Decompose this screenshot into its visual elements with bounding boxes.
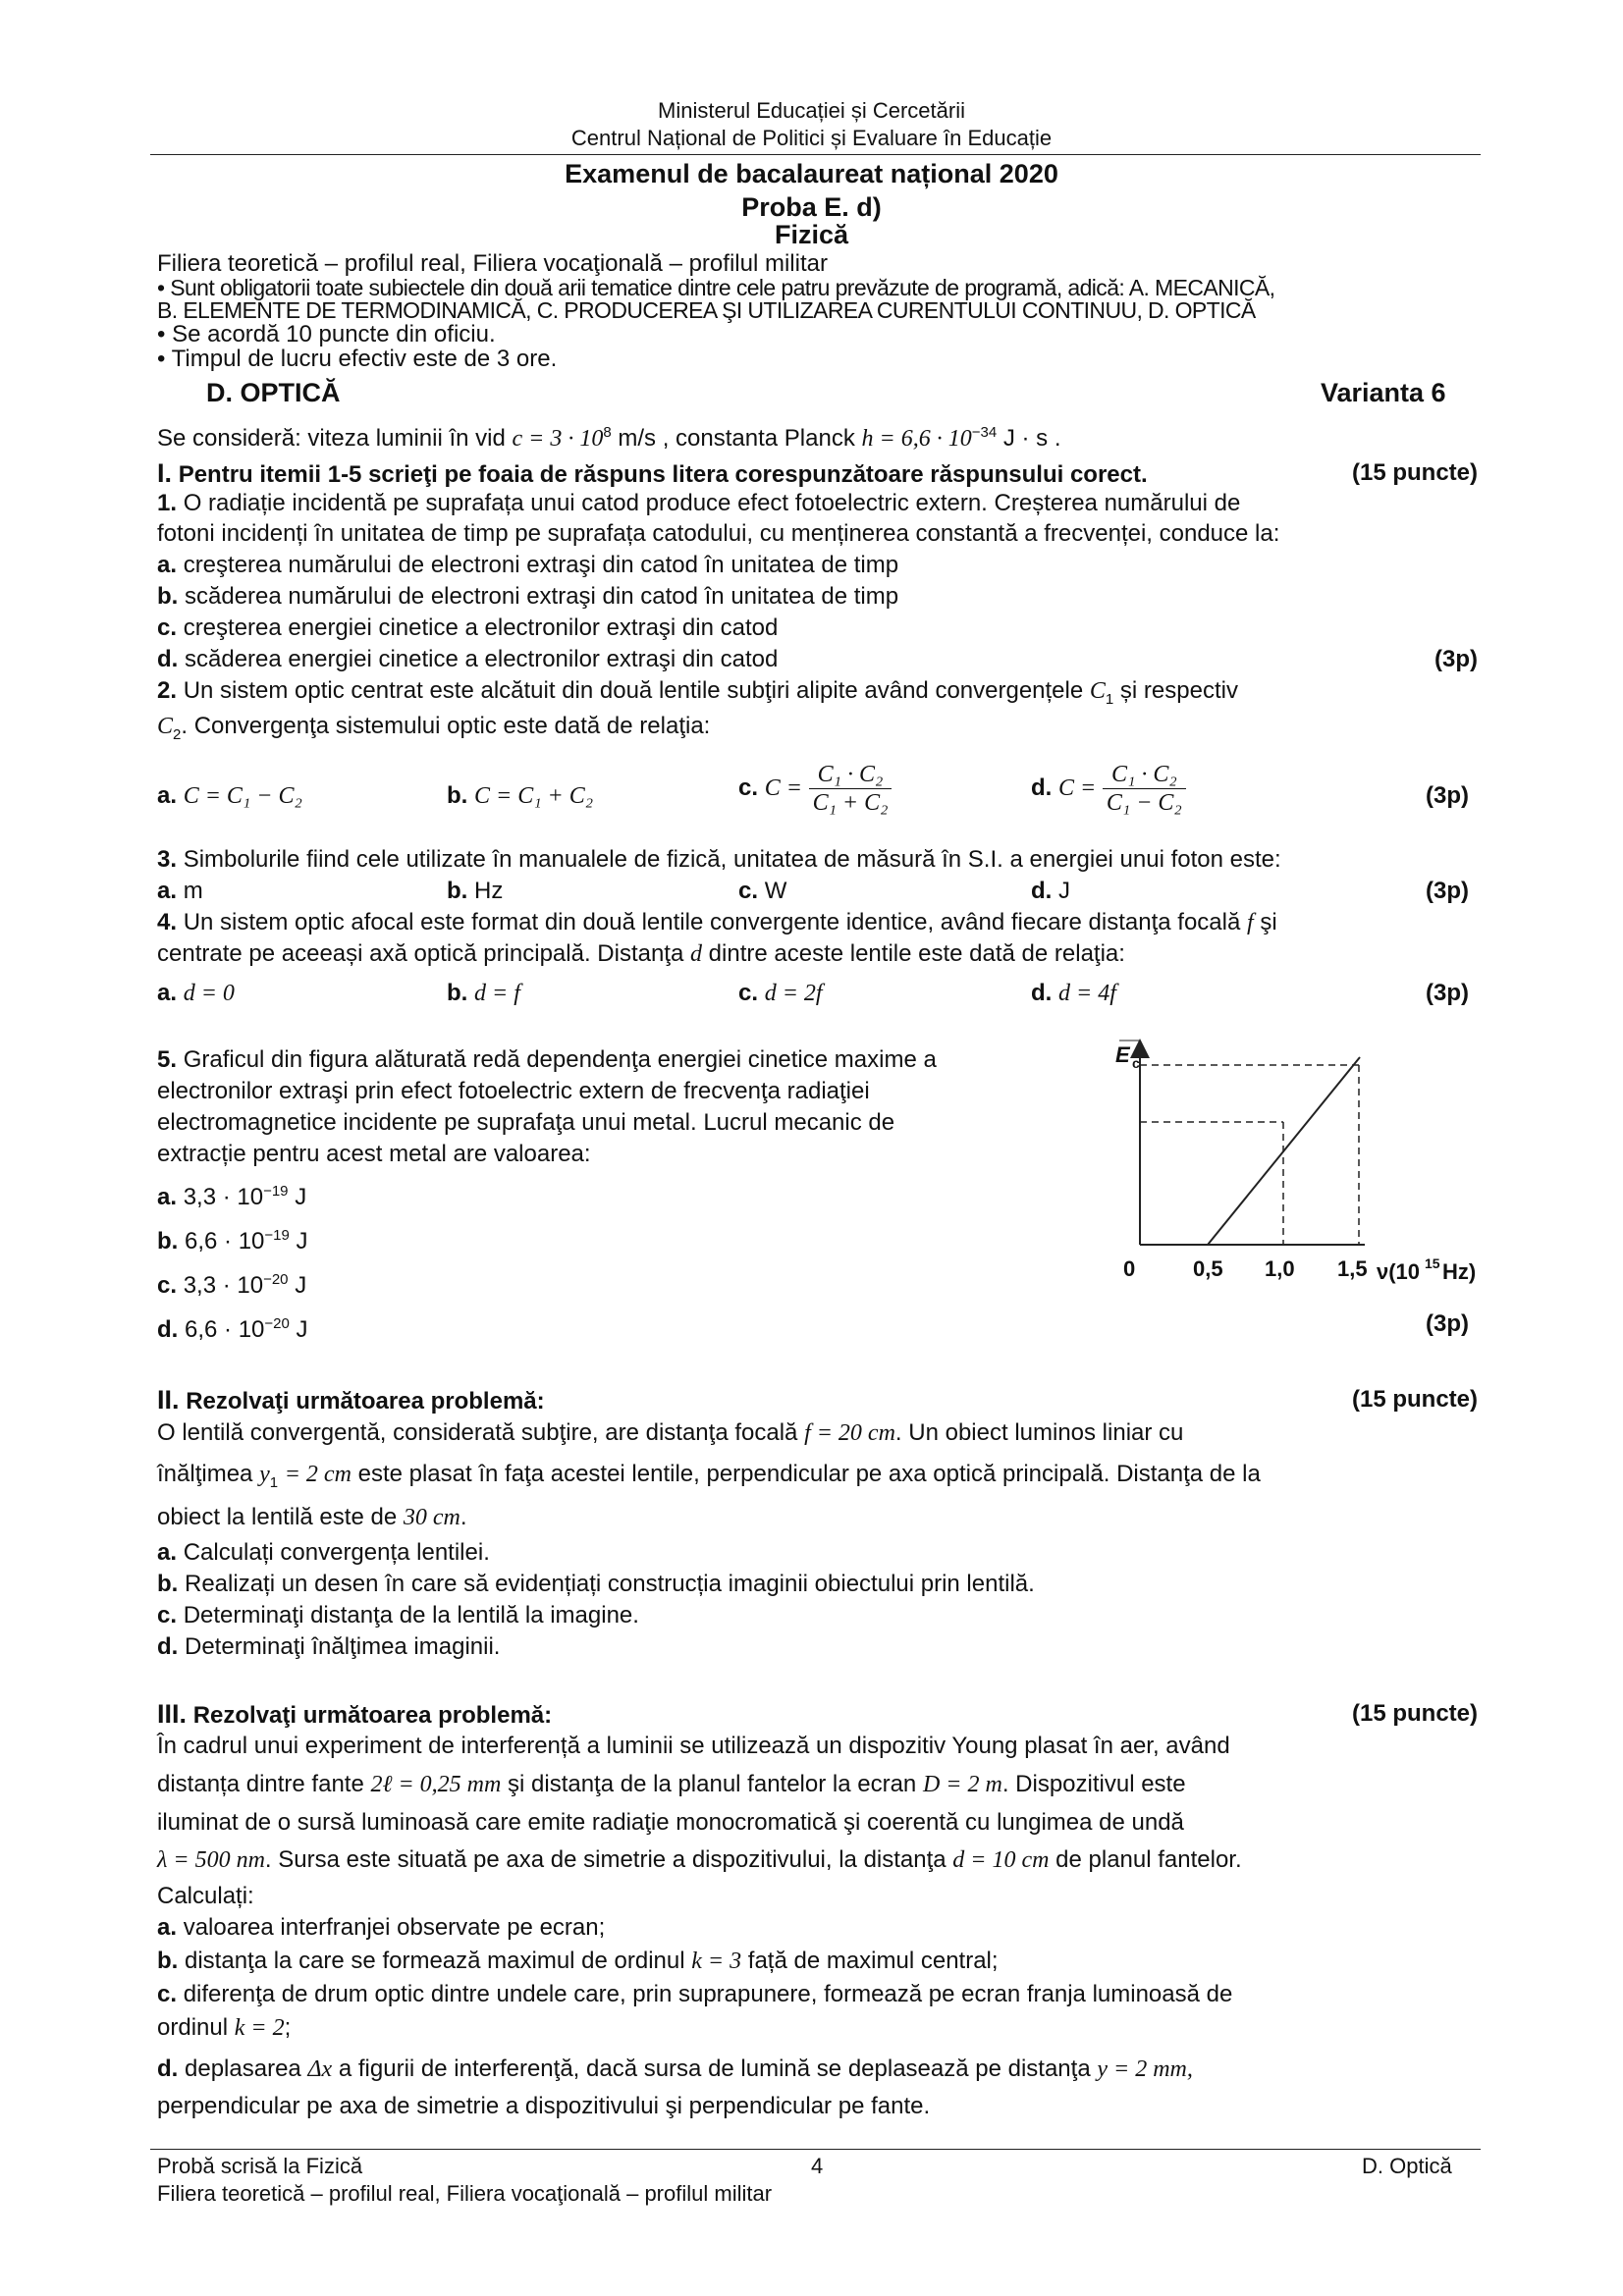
part3-line2: [157, 1771, 1478, 1798]
letter-c: c.: [157, 1272, 178, 1299]
letter-c: c.: [738, 774, 759, 801]
part3-item-d-line1: [157, 2056, 1478, 2083]
q1-option-a: [157, 552, 1478, 579]
part3-item-b: [157, 1948, 1478, 1975]
part2-heading: [157, 1386, 1478, 1415]
q2-num: 2.: [157, 677, 178, 704]
q5-points: (3p): [1426, 1310, 1469, 1337]
q2-option-a: [157, 782, 302, 810]
q2-a-formula: C = C₁ − C₂: [183, 783, 302, 809]
letter-a: a.: [157, 782, 178, 809]
letter-a: a.: [157, 1914, 178, 1941]
part3-wavelength: λ = 500 nm: [157, 1847, 265, 1873]
planck-exp: −34: [971, 424, 998, 441]
variant-label: Varianta 6: [1321, 378, 1446, 407]
q4-text2a: centrate pe aceeași axă optică principală. Distanţa: [157, 940, 684, 967]
part2-item-d: [157, 1633, 1478, 1661]
q5-text1: Graficul din figura alăturată redă dependenţa energiei cinetice maxime a: [183, 1046, 937, 1073]
letter-d: d.: [1031, 774, 1053, 801]
part3-d-text1b: a figurii de interferenţă, dacă sursa de lumină se deplasează pe distanţa: [338, 2056, 1091, 2082]
q2-text2: . Convergenţa sistemului optic este dată de relaţia:: [181, 713, 711, 739]
proba-title: Proba E. d): [741, 192, 882, 222]
q5-c-exp: −20: [263, 1271, 289, 1288]
part1-heading: [157, 459, 1478, 489]
part3-d-dx: Δx: [307, 2056, 333, 2082]
q4-text2b: dintre aceste lentile este dată de relaţia:: [708, 940, 1125, 967]
part3-roman: III.: [157, 1699, 188, 1729]
speed-of-light: c = 3 · 10: [512, 426, 604, 452]
q2-line2: [157, 713, 1478, 749]
q5-line2: electronilor extraşi prin efect fotoelectric extern de frecvenţa radiaţiei: [157, 1078, 870, 1104]
q1-option-c: [157, 614, 1478, 642]
part1-roman: I.: [157, 458, 173, 488]
letter-c: c.: [738, 980, 759, 1006]
part1-points: (15 puncte): [1351, 459, 1478, 486]
q2-and: și respectiv: [1119, 677, 1238, 704]
q3-a: m: [183, 878, 203, 904]
part2-line1: [157, 1419, 1478, 1447]
constants-line: [157, 419, 1478, 453]
q4-text1b: şi: [1260, 909, 1277, 935]
q1-option-b: [157, 583, 1478, 611]
footer-left: Probă scrisă la Fizică: [157, 2154, 363, 2178]
rule-line-3: • Timpul de lucru efectiv este de 3 ore.: [157, 346, 558, 372]
q5-option-c: [157, 1266, 306, 1300]
letter-b: b.: [157, 1948, 179, 1974]
q4-b: d = f: [474, 981, 520, 1006]
q2-points: (3p): [1426, 782, 1469, 809]
part2-text1b: . Un obiect luminos liniar cu: [894, 1419, 1184, 1446]
part3-item-d-line2: perpendicular pe axa de simetrie a dispozitivului şi perpendicular pe fante.: [157, 2093, 931, 2119]
q2-c2-sub: 2: [173, 725, 182, 743]
q1-line1: [157, 490, 1478, 517]
letter-d: d.: [157, 2056, 179, 2082]
footer-page-number: 4: [811, 2154, 824, 2178]
part2-c-text: Determinaţi distanţa de la lentilă la imagine.: [183, 1602, 639, 1629]
q2-c-fraction: [809, 761, 893, 817]
q2-option-c: [738, 761, 892, 817]
part3-d-text1a: deplasarea: [185, 2056, 301, 2082]
letter-c: c.: [157, 1981, 178, 2007]
part3-item-c-line1: [157, 1981, 1478, 2008]
part3-b-text2: față de maximul central;: [747, 1948, 999, 1974]
origin-label: 0: [1123, 1256, 1136, 1281]
tick-1-0: 1,0: [1265, 1256, 1295, 1281]
part3-heading-text: Rezolvaţi următoarea problemă:: [192, 1702, 553, 1729]
q1-a-text: creşterea numărului de electroni extraşi din catod în unitatea de timp: [183, 552, 899, 578]
filiera-line: Filiera teoretică – profilul real, Filiera vocaţională – profilul militar: [157, 250, 828, 277]
q5-option-a: [157, 1178, 306, 1211]
tick-0-5: 0,5: [1193, 1256, 1223, 1281]
q5-num: 5.: [157, 1046, 178, 1073]
center-header: Centrul Național de Politici și Evaluare în Educație: [570, 126, 1053, 150]
letter-b: b.: [447, 878, 468, 904]
letter-d: d.: [1031, 980, 1053, 1006]
letter-a: a.: [157, 552, 178, 578]
q5-c-unit: J: [295, 1272, 307, 1299]
q3-d: J: [1058, 878, 1070, 904]
q3-num: 3.: [157, 846, 178, 873]
part2-y1-value: = 2 cm: [284, 1462, 352, 1487]
q5-b-mantissa: 6,6 · 10: [185, 1228, 265, 1255]
q3-points: (3p): [1426, 878, 1469, 904]
part3-line3: iluminat de o sursă luminoasă care emite radiaţie monocromatică şi coerentă cu lungimea de undă: [157, 1809, 1184, 1836]
q2-c1-sub: 1: [1105, 690, 1114, 708]
q4-points: (3p): [1426, 980, 1469, 1006]
q4-num: 4.: [157, 909, 178, 935]
q5-line4: extracție pentru acest metal are valoarea:: [157, 1141, 591, 1167]
part3-item-a: [157, 1914, 1478, 1942]
q1-text1: O radiație incidentă pe suprafața unui catod produce efect fotoelectric extern. Creșterea numărului de: [183, 490, 1241, 516]
part3-a-text: valoarea interfranjei observate pe ecran;: [183, 1914, 606, 1941]
part2-y1: y: [259, 1462, 270, 1487]
part2-y1-sub: 1: [269, 1473, 279, 1491]
q1-d-text: scăderea energiei cinetice a electronilor extraşi din catod: [185, 646, 779, 672]
letter-a: a.: [157, 1539, 178, 1566]
q4-option-d: [1031, 980, 1116, 1007]
q1-points: (3p): [1434, 646, 1478, 672]
letter-c: c.: [157, 1602, 178, 1629]
q2-c-denominator: C₁ + C₂: [812, 790, 889, 816]
part2-heading-text: Rezolvaţi următoarea problemă:: [186, 1388, 545, 1415]
q4-option-b: [447, 980, 520, 1007]
x-axis-label-end: Hz): [1442, 1259, 1477, 1284]
q4-text1a: Un sistem optic afocal este format din două lentile convergente identice, având fiecare distanţa focală: [183, 909, 1241, 935]
part1-heading-text: Pentru itemii 1-5 scrieţi pe foaia de răspuns litera corespunzătoare răspunsului corect.: [178, 461, 1148, 488]
part2-item-c: [157, 1602, 1478, 1629]
part3-text4b: de planul fantelor.: [1055, 1846, 1242, 1873]
footer-right: D. Optică: [1362, 2154, 1452, 2178]
x-axis-label-exp: 15: [1425, 1255, 1440, 1271]
footer-divider: [150, 2149, 1481, 2150]
y-axis-label-sub: c: [1132, 1055, 1140, 1071]
q4-line1: [157, 909, 1478, 936]
letter-b: b.: [157, 1228, 179, 1255]
tick-1-5: 1,5: [1337, 1256, 1368, 1281]
q4-a: d = 0: [183, 981, 235, 1006]
part2-line3: [157, 1504, 1478, 1531]
part2-text2a: înălţimea: [157, 1461, 253, 1487]
letter-d: d.: [1031, 878, 1053, 904]
q4-option-c: [738, 980, 823, 1007]
part3-text2a: distanța dintre fante: [157, 1771, 364, 1797]
letter-a: a.: [157, 878, 178, 904]
q3-text: Simbolurile fiind cele utilizate în manualele de fizică, unitatea de măsură în S.I. a energiei unui foton este:: [183, 846, 1281, 873]
part3-text2c: . Dispozitivul este: [1001, 1771, 1186, 1797]
q4-c: d = 2f: [764, 981, 823, 1006]
q5-c-mantissa: 3,3 · 10: [183, 1272, 264, 1299]
speed-exp: 8: [603, 424, 612, 441]
letter-a: a.: [157, 980, 178, 1006]
part3-item-c-line2: [157, 2014, 1478, 2042]
q1-b-text: scăderea numărului de electroni extraşi din catod în unitatea de timp: [185, 583, 899, 610]
q2-option-d: [1031, 761, 1186, 817]
q2-line1: [157, 677, 1478, 714]
q4-line2: [157, 940, 1478, 968]
q2-d-numerator: C₁ · C₂: [1103, 761, 1186, 789]
part3-line1: În cadrul unui experiment de interferență a luminii se utilizează un dispozitiv Young plasat în aer, având: [157, 1733, 1230, 1759]
q5-option-b: [157, 1222, 308, 1255]
q2-text1: Un sistem optic centrat este alcătuit din două lentile subţiri alipite având convergențele: [183, 677, 1084, 704]
q4-d-formula: d = 4f: [1058, 981, 1116, 1006]
part2-focal: f = 20 cm: [804, 1420, 895, 1446]
planck-unit: J · s .: [1002, 425, 1061, 452]
part2-points: (15 puncte): [1351, 1386, 1478, 1413]
planck-constant: h = 6,6 · 10: [861, 426, 972, 452]
q1-c-text: creşterea energiei cinetice a electronilor extraşi din catod: [183, 614, 779, 641]
part2-b-text: Realizați un desen în care să evidențiați construcția imaginii obiectului prin lentilă.: [185, 1571, 1035, 1597]
q5-d-unit: J: [296, 1316, 308, 1343]
q5-a-unit: J: [295, 1184, 307, 1210]
letter-b: b.: [157, 583, 179, 610]
part3-heading: [157, 1700, 1478, 1730]
part2-d-text: Determinaţi înălţimea imaginii.: [185, 1633, 501, 1660]
part3-c-text2b: ;: [284, 2014, 292, 2041]
q3-option-c: [738, 878, 786, 905]
part3-points: (15 puncte): [1351, 1700, 1478, 1727]
letter-d: d.: [157, 1633, 179, 1660]
letter-b: b.: [447, 980, 468, 1006]
q5-option-d: [157, 1310, 308, 1344]
q3-line: [157, 846, 1478, 874]
part2-text3a: obiect la lentilă este de: [157, 1504, 398, 1530]
footer-filiera: Filiera teoretică – profilul real, Filiera vocaţională – profilul militar: [157, 2181, 773, 2206]
part3-c-k: k = 2: [234, 2015, 285, 2041]
part2-line2: [157, 1461, 1478, 1497]
letter-d: d.: [157, 646, 179, 672]
q5-line3: electromagnetice incidente pe suprafaţa unui metal. Lucrul mecanic de: [157, 1109, 895, 1136]
q1-line2: fotoni incidenți în unitatea de timp pe suprafața catodului, cu menținerea constantă a frecvenței, conduce la:: [157, 520, 1280, 547]
part2-a-text: Calculați convergența lentilei.: [183, 1539, 490, 1566]
part3-b-k: k = 3: [691, 1949, 742, 1974]
q3-b: Hz: [474, 878, 504, 904]
q2-c1: C: [1089, 678, 1106, 704]
part3-line4: [157, 1846, 1478, 1874]
q4-d: d: [690, 941, 702, 967]
rule-line-1b: B. ELEMENTE DE TERMODINAMICĂ, C. PRODUCEREA ŞI UTILIZAREA CURENTULUI CONTINUU, D. OPTICĂ: [157, 297, 1256, 323]
letter-d: d.: [157, 1316, 179, 1343]
part2-roman: II.: [157, 1385, 180, 1415]
part3-slit-distance: 2ℓ = 0,25 mm: [370, 1772, 502, 1797]
q2-d-fraction: [1103, 761, 1186, 817]
part2-text2b: este plasat în faţa acestei lentile, perpendicular pe axa optică principală. Distanţa de la: [357, 1461, 1261, 1487]
part3-screen-distance: D = 2 m: [922, 1772, 1002, 1797]
part3-calc: Calculați:: [157, 1883, 254, 1909]
q2-d-denominator: C₁ − C₂: [1106, 790, 1182, 816]
q2-option-b: [447, 782, 593, 810]
x-axis-label: ν(10: [1377, 1259, 1421, 1284]
q5-b-unit: J: [296, 1228, 308, 1255]
subject-title: Fizică: [774, 220, 849, 249]
q5-d-exp: −20: [264, 1315, 290, 1332]
q2-c-numerator: C₁ · C₂: [809, 761, 893, 789]
section-title: D. OPTICĂ: [206, 378, 341, 407]
q5-d-mantissa: 6,6 · 10: [185, 1316, 265, 1343]
q1-num: 1.: [157, 490, 178, 516]
q3-option-b: [447, 878, 503, 905]
header-divider: [150, 154, 1481, 155]
part2-item-b: [157, 1571, 1478, 1598]
q5-line1: [157, 1046, 1080, 1074]
q4-option-a: [157, 980, 235, 1007]
q2-d-lhs: C =: [1058, 774, 1097, 801]
q5-b-exp: −19: [264, 1227, 290, 1244]
letter-b: b.: [447, 782, 468, 809]
q2-c2: C: [157, 714, 174, 739]
letter-c: c.: [157, 614, 178, 641]
part3-source-distance: d = 10 cm: [952, 1847, 1050, 1873]
exam-title: Examenul de bacalaureat național 2020: [565, 159, 1058, 188]
letter-c: c.: [738, 878, 759, 904]
part3-text4a: . Sursa este situată pe axa de simetrie a dispozitivului, la distanţa: [264, 1846, 947, 1873]
part3-c-text1: diferenţa de drum optic dintre undele care, prin suprapunere, formează pe ecran franja luminoasă de: [183, 1981, 1233, 2007]
part3-b-text1: distanţa la care se formează maximul de ordinul: [185, 1948, 685, 1974]
q5-a-exp: −19: [263, 1183, 289, 1200]
q3-option-a: [157, 878, 203, 905]
y-axis-label: E: [1115, 1042, 1130, 1067]
part3-d-y: y = 2 mm,: [1097, 2056, 1193, 2082]
q5-a-mantissa: 3,3 · 10: [183, 1184, 264, 1210]
q2-c-lhs: C =: [764, 774, 802, 801]
q5-energy-frequency-graph: [1115, 1041, 1492, 1296]
rule-line-2: • Se acordă 10 puncte din oficiu.: [157, 321, 496, 347]
q4-f: f: [1246, 910, 1254, 935]
letter-a: a.: [157, 1184, 178, 1210]
part3-text2b: şi distanţa de la planul fantelor la ecran: [508, 1771, 917, 1797]
ministry-header: Ministerul Educației și Cercetării: [658, 98, 965, 123]
part3-c-text2a: ordinul: [157, 2014, 229, 2041]
rule-line-1a: • Sunt obligatorii toate subiectele din două arii tematice dintre cele patru prevăzute de programă, adică: A. MECANICĂ,: [157, 275, 1275, 300]
q3-c: W: [764, 878, 787, 904]
letter-b: b.: [157, 1571, 179, 1597]
speed-unit: m/s , constanta Planck: [618, 425, 855, 452]
part2-text3b: .: [460, 1504, 467, 1530]
constants-intro: Se consideră: viteza luminii în vid: [157, 425, 506, 452]
q1-option-d: [157, 646, 1478, 673]
q3-option-d: [1031, 878, 1070, 905]
part2-distance: 30 cm: [403, 1505, 460, 1530]
q2-b-formula: C = C₁ + C₂: [474, 783, 594, 809]
part2-item-a: [157, 1539, 1478, 1567]
part2-text1a: O lentilă convergentă, considerată subţire, are distanţa focală: [157, 1419, 798, 1446]
